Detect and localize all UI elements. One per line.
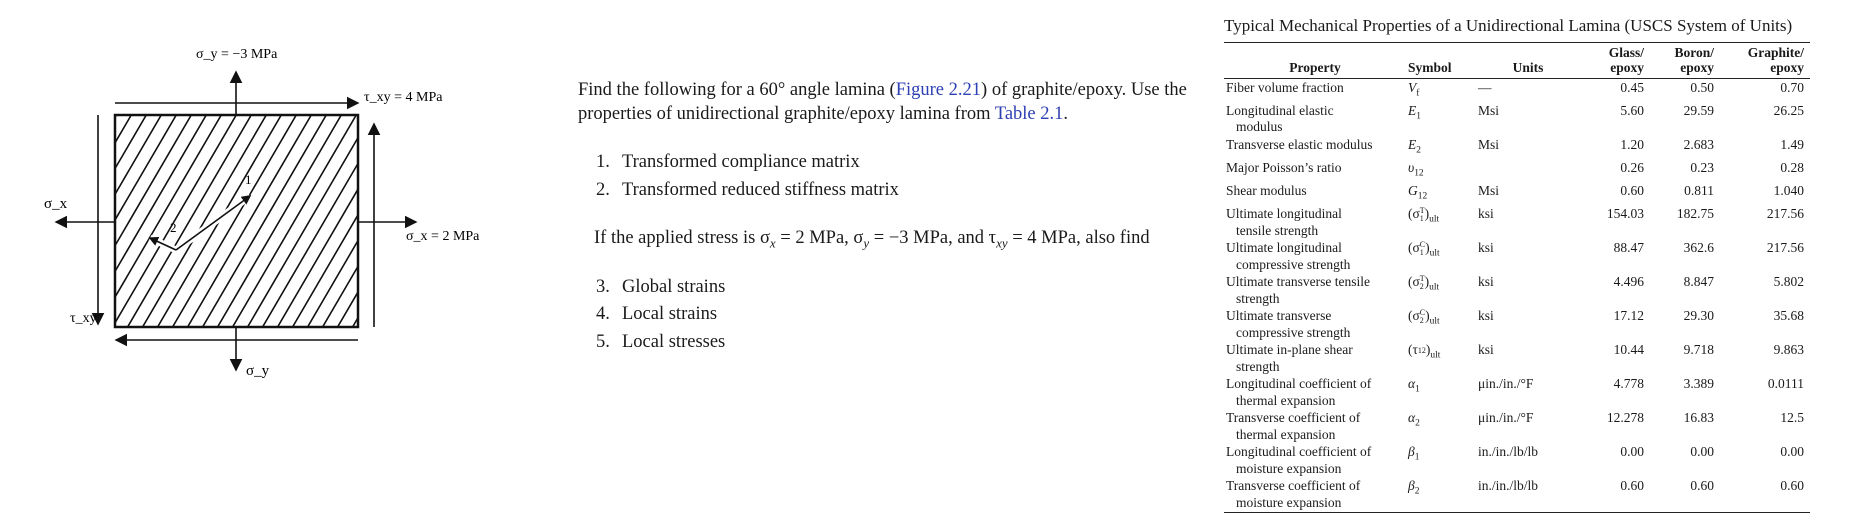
table-link[interactable]: Table 2.1: [994, 104, 1064, 124]
cell-boron-epoxy: 182.75: [1676, 206, 1714, 222]
cell-property: Ultimate transverse compressive strength: [1226, 308, 1351, 340]
cell-glass-epoxy: 4.496: [1613, 274, 1644, 290]
hatch-line: [330, 100, 470, 340]
cell-boron-epoxy: 0.23: [1690, 159, 1714, 175]
hatch-line: [225, 100, 365, 340]
hatch-line: [315, 100, 455, 340]
hatch-line: [420, 100, 520, 340]
hatch-line: [0, 100, 20, 340]
cell-property: Ultimate in-plane shear strength: [1226, 342, 1353, 374]
cell-property: Transverse elastic modulus: [1226, 136, 1373, 152]
cell-boron-epoxy: 9.718: [1683, 342, 1714, 358]
hatch-line: [165, 100, 305, 340]
cell-glass-epoxy: 1.20: [1620, 136, 1644, 152]
cell-glass-epoxy: 154.03: [1606, 206, 1644, 222]
cell-graphite-epoxy: 35.68: [1773, 308, 1804, 324]
cell-glass-epoxy: 0.26: [1620, 159, 1644, 175]
cell-property: Longitudinal coefficient of thermal expansion: [1226, 376, 1372, 408]
cell-glass-epoxy: 0.00: [1620, 444, 1644, 460]
cell-graphite-epoxy: 5.802: [1773, 274, 1804, 290]
cell-symbol: $\alpha_1$: [1408, 376, 1420, 395]
hatch-line: [75, 100, 215, 340]
header-glass-epoxy: Glass/ epoxy: [1580, 43, 1650, 79]
properties-table: [1224, 42, 1810, 513]
table-header-row: [1224, 43, 1810, 79]
hatch-line: [120, 100, 260, 340]
hatch-line: [270, 100, 410, 340]
problem-statement: [578, 78, 1218, 356]
cell-units: ksi: [1478, 342, 1494, 358]
problem-intro: Find the following for a 60° angle lamina (Figure 2.21) of graphite/epoxy. Use the properties of unidirectional graphite/epoxy lamina from Table 2.1.: [578, 80, 1187, 124]
hatch-line: [30, 100, 170, 340]
table-title: Typical Mechanical Properties of a Unidirectional Lamina (USCS System of Units): [1224, 16, 1793, 35]
cell-units: ksi: [1478, 240, 1494, 256]
fiber-hatching: [0, 100, 520, 340]
sigma-y-bottom-label: σ_y: [246, 363, 270, 379]
cell-boron-epoxy: 362.6: [1683, 240, 1714, 256]
hatch-line: [0, 100, 140, 340]
hatch-line: [435, 100, 520, 340]
cell-symbol: (σ T 2 )$_{ult}$: [1408, 274, 1440, 293]
tau-xy-left-label: τ_xy: [70, 311, 97, 326]
sigma-x-right-label: σ_x = 2 MPa: [406, 229, 480, 244]
cell-units: Msi: [1478, 102, 1500, 118]
cell-boron-epoxy: 3.389: [1683, 376, 1714, 392]
table-row: [1224, 308, 1810, 342]
hatch-line: [0, 100, 110, 340]
cell-property: Fiber volume fraction: [1226, 79, 1344, 95]
sigma-x-left-label: σ_x: [44, 196, 68, 212]
hatch-line: [405, 100, 520, 340]
header-property: Property: [1224, 43, 1406, 79]
cell-symbol: $\beta_2$: [1406, 478, 1476, 513]
cell-property: Shear modulus: [1226, 183, 1307, 199]
cell-symbol: $G_{12}$: [1408, 183, 1428, 202]
hatch-line: [510, 100, 520, 340]
table-row: [1224, 183, 1810, 206]
hatch-line: [0, 100, 125, 340]
hatch-line: [180, 100, 320, 340]
cell-graphite-epoxy: 9.863: [1773, 342, 1804, 358]
cell-property: Ultimate longitudinal compressive strength: [1226, 240, 1351, 272]
cell-graphite-epoxy: 0.28: [1780, 159, 1804, 175]
cell-glass-epoxy: 5.60: [1620, 102, 1644, 118]
local-axis-1: [176, 196, 250, 250]
list-item: 1. Transformed compliance matrix: [596, 152, 860, 172]
header-boron-epoxy: Boron/ epoxy: [1650, 43, 1720, 79]
cell-graphite-epoxy: 1.040: [1773, 183, 1804, 199]
cell-property: Longitudinal elastic modulus: [1226, 102, 1334, 135]
cell-units: [1476, 159, 1580, 182]
cell-symbol: $\upsilon_{12}$: [1408, 159, 1424, 179]
hatch-line: [90, 100, 230, 340]
hatch-line: [0, 100, 95, 340]
cell-glass-epoxy: 0.60: [1620, 183, 1644, 199]
cell-graphite-epoxy: 0.60: [1720, 478, 1810, 513]
hatch-line: [15, 100, 155, 340]
cell-symbol: (τ 12 )$_{ult}$: [1408, 342, 1441, 361]
cell-units: μin./in./°F: [1478, 376, 1534, 392]
cell-glass-epoxy: 0.60: [1580, 478, 1650, 513]
cell-property: Transverse coefficient of thermal expansion: [1226, 410, 1361, 442]
table-row: [1224, 444, 1810, 478]
list-item: 4. Local strains: [596, 304, 718, 325]
hatch-line: [60, 100, 200, 340]
table-row: [1224, 136, 1810, 159]
table-row: [1224, 410, 1810, 444]
cell-property: Longitudinal coefficient of moisture expansion: [1226, 444, 1372, 476]
cell-graphite-epoxy: 1.49: [1780, 136, 1804, 152]
cell-symbol: $\alpha_2$: [1408, 410, 1420, 429]
stress-element-figure: [0, 0, 520, 529]
cell-glass-epoxy: 0.45: [1620, 79, 1644, 95]
cell-boron-epoxy: 0.60: [1650, 478, 1720, 513]
hatch-line: [0, 100, 65, 340]
cell-property: Transverse coefficient of moisture expansion: [1224, 478, 1406, 513]
table-row: [1224, 376, 1810, 410]
hatch-line: [465, 100, 520, 340]
cell-glass-epoxy: 10.44: [1613, 342, 1644, 358]
sigma-y-top-label: σ_y = −3 MPa: [196, 47, 278, 62]
cell-units: Msi: [1478, 183, 1500, 199]
hatch-line: [480, 100, 520, 340]
table-row: [1224, 240, 1810, 274]
applied-stress-sentence: If the applied stress is $\sigma_x = 2$ MPa, $\sigma_y = -3$ MPa, and $\tau_{xy} = 4$ MPa, also find: [594, 228, 1150, 251]
cell-boron-epoxy: 0.00: [1690, 444, 1714, 460]
cell-symbol: (σ T 1 )$_{ult}$: [1408, 206, 1440, 225]
cell-units: ksi: [1478, 274, 1494, 290]
table-row: [1224, 79, 1810, 103]
cell-glass-epoxy: 4.778: [1613, 376, 1644, 392]
cell-symbol: $V_f$: [1408, 79, 1420, 99]
table-row: [1224, 274, 1810, 308]
cell-glass-epoxy: 12.278: [1606, 410, 1644, 426]
axis-2-label: 2: [170, 220, 177, 235]
table-row: [1224, 478, 1810, 513]
cell-symbol: (σ C 1 )$_{ult}$: [1408, 240, 1440, 259]
cell-boron-epoxy: 16.83: [1683, 410, 1714, 426]
cell-graphite-epoxy: 26.25: [1773, 102, 1804, 118]
cell-glass-epoxy: 17.12: [1613, 308, 1644, 324]
table-row: [1224, 206, 1810, 240]
task-list-a: [578, 149, 1218, 204]
hatch-line: [0, 100, 50, 340]
cell-units: μin./in./°F: [1478, 410, 1534, 426]
hatch-line: [390, 100, 520, 340]
table-row: [1224, 102, 1810, 136]
cell-boron-epoxy: 0.811: [1684, 183, 1714, 199]
cell-units: —: [1478, 79, 1492, 95]
hatch-line: [300, 100, 440, 340]
cell-units: ksi: [1478, 308, 1494, 324]
cell-units: ksi: [1478, 206, 1494, 222]
cell-units: Msi: [1478, 136, 1500, 152]
cell-boron-epoxy: 2.683: [1683, 136, 1714, 152]
tau-xy-top-label: τ_xy = 4 MPa: [364, 90, 443, 105]
hatch-line: [450, 100, 520, 340]
hatch-line: [375, 100, 515, 340]
hatch-line: [0, 100, 5, 340]
header-symbol: Symbol: [1406, 43, 1476, 79]
list-item: 2. Transformed reduced stiffness matrix: [596, 179, 899, 200]
cell-graphite-epoxy: 0.0111: [1767, 376, 1804, 392]
cell-graphite-epoxy: 12.5: [1780, 410, 1804, 426]
cell-units: in./in./lb/lb: [1476, 478, 1580, 513]
cell-property: Major Poisson’s ratio: [1226, 159, 1342, 175]
table-row: [1224, 159, 1810, 182]
hatch-line: [0, 100, 35, 340]
properties-table-block: [1224, 16, 1810, 513]
hatch-line: [135, 100, 275, 340]
cell-symbol: $E_2$: [1408, 136, 1421, 156]
cell-property: Ultimate transverse tensile strength: [1226, 274, 1370, 306]
cell-graphite-epoxy: 0.00: [1780, 444, 1804, 460]
cell-symbol: (σ C 2 )$_{ult}$: [1408, 308, 1440, 327]
cell-graphite-epoxy: 0.70: [1780, 79, 1804, 95]
table-row: [1224, 342, 1810, 376]
hatch-line: [345, 100, 485, 340]
hatch-line: [210, 100, 350, 340]
cell-property: Ultimate longitudinal tensile strength: [1226, 206, 1342, 238]
cell-glass-epoxy: 88.47: [1613, 240, 1644, 256]
cell-units: in./in./lb/lb: [1478, 444, 1539, 460]
cell-graphite-epoxy: 217.56: [1766, 206, 1804, 222]
axis-1-label: 1: [245, 172, 252, 187]
hatch-line: [360, 100, 500, 340]
header-graphite-epoxy: Graphite/ epoxy: [1720, 43, 1810, 79]
cell-symbol: $\beta_1$: [1408, 444, 1420, 463]
hatch-line: [285, 100, 425, 340]
list-item: 5. Local stresses: [596, 331, 726, 352]
list-item: 3. Global strains: [596, 276, 726, 297]
hatch-line: [0, 100, 80, 340]
cell-boron-epoxy: 29.30: [1683, 308, 1714, 324]
hatch-line: [495, 100, 520, 340]
cell-boron-epoxy: 29.59: [1683, 102, 1714, 118]
figure-link[interactable]: Figure 2.21: [895, 80, 982, 100]
task-list-b: [578, 274, 1218, 357]
cell-boron-epoxy: 8.847: [1683, 274, 1714, 290]
cell-graphite-epoxy: 217.56: [1766, 240, 1804, 256]
header-units: Units: [1476, 43, 1580, 79]
cell-boron-epoxy: 0.50: [1690, 79, 1714, 95]
cell-symbol: $E_1$: [1408, 102, 1421, 122]
figure-svg: [0, 0, 520, 529]
